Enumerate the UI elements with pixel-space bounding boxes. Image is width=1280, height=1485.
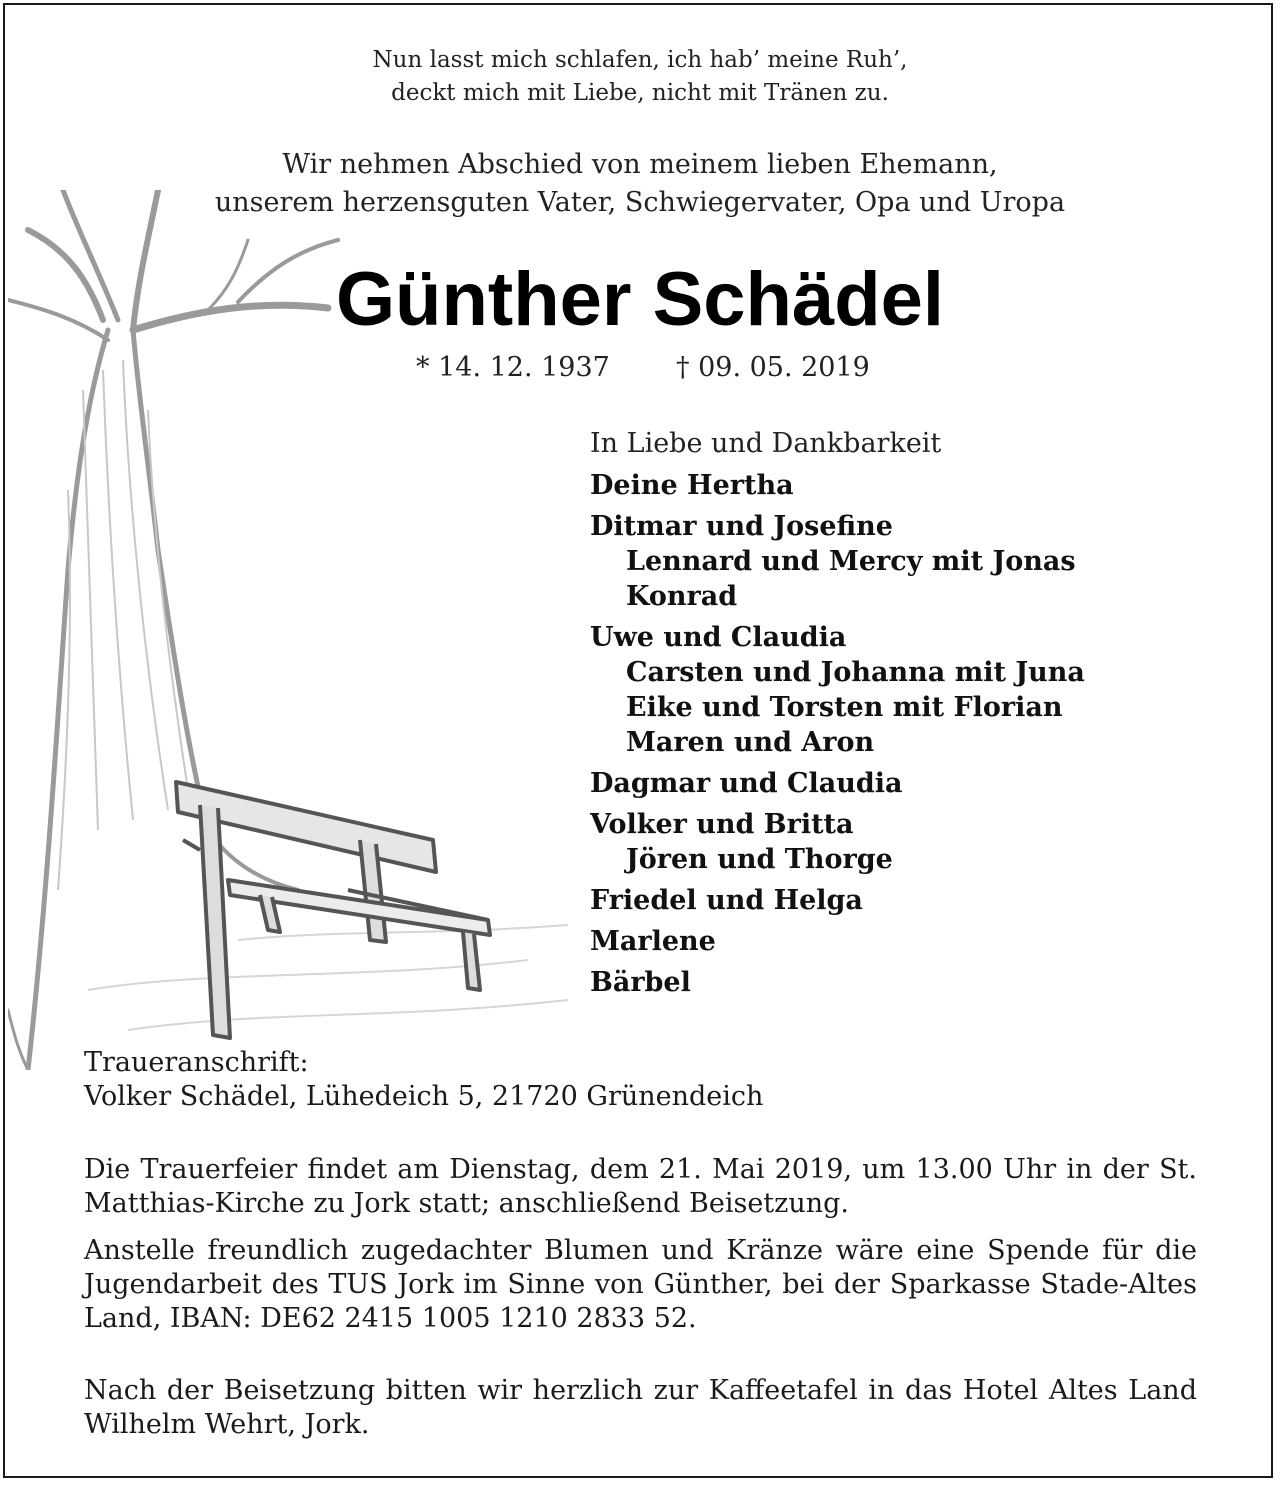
mourners-list <box>590 426 1230 1006</box>
mourner-name: Dagmar und Claudia <box>590 768 903 799</box>
birth-date: * 14. 12. 1937 <box>416 352 610 383</box>
death-date: † 09. 05. 2019 <box>676 352 870 383</box>
ceremony-text <box>84 1153 1197 1221</box>
mourner-name: Volker und Britta <box>590 809 854 840</box>
mourners-intro: In Liebe und Dankbarkeit <box>590 428 942 459</box>
mourner-grandchild-name: Eike und Torsten mit Florian <box>626 692 1063 723</box>
mourner-name: Uwe und Claudia <box>590 622 847 653</box>
farewell-intro <box>0 146 1280 222</box>
reception-paragraph: Nach der Beisetzung bitten wir herzlich zur Kaffeetafel in das Hotel Altes Land Wilhelm Wehrt, Jork. <box>84 1375 1197 1440</box>
ceremony-paragraph: Die Trauerfeier findet am Dienstag, dem 21. Mai 2019, um 13.00 Uhr in der St. Matthias-Kirche zu Jork statt; anschließend Beisetzung. <box>84 1154 1197 1219</box>
reception-text <box>84 1374 1197 1442</box>
mourner-group <box>590 807 1230 877</box>
verse-line: Nun lasst mich schlafen, ich hab’ meine Ruh’, <box>372 47 908 73</box>
mourner-group <box>590 883 1230 918</box>
mourner-group <box>590 924 1230 959</box>
mourner-name: Ditmar und Josefine <box>590 511 893 542</box>
mourner-grandchild-name: Konrad <box>626 581 738 612</box>
mourner-grandchild-name: Jören und Thorge <box>626 844 893 875</box>
mourner-name: Bärbel <box>590 967 691 998</box>
mourner-group <box>590 620 1230 760</box>
mourner-name: Deine Hertha <box>590 470 794 501</box>
address-value: Volker Schädel, Lühedeich 5, 21720 Grünendeich <box>84 1081 764 1112</box>
mourner-grandchild-name: Lennard und Mercy mit Jonas <box>626 546 1076 577</box>
address-label: Traueranschrift: <box>84 1047 309 1078</box>
mourner-grandchild-name: Maren und Aron <box>626 727 875 758</box>
mourner-grandchild-name: Carsten und Johanna mit Juna <box>626 657 1085 688</box>
intro-line: unserem herzensguten Vater, Schwiegervater, Opa und Uropa <box>214 187 1066 218</box>
donation-paragraph: Anstelle freundlich zugedachter Blumen und Kränze wäre eine Spende für die Jugendarbeit des TUS Jork im Sinne von Günther, bei der Sparkasse Stade-Altes Land, IBAN: DE62 2415 1005 1210 2833 52. <box>84 1235 1197 1334</box>
mourner-name: Friedel und Helga <box>590 885 863 916</box>
mourner-group <box>590 468 1230 503</box>
donation-text <box>84 1234 1197 1336</box>
deceased-name: Günther Schädel <box>335 257 945 342</box>
intro-line: Wir nehmen Abschied von meinem lieben Ehemann, <box>282 149 998 180</box>
verse-line: deckt mich mit Liebe, nicht mit Tränen zu. <box>391 80 889 106</box>
mourning-address <box>84 1046 1197 1114</box>
mourners-groups <box>590 468 1230 1000</box>
opening-verse <box>0 44 1280 110</box>
mourner-group <box>590 766 1230 801</box>
mourner-name: Marlene <box>590 926 716 957</box>
mourner-group <box>590 965 1230 1000</box>
mourner-group <box>590 509 1230 614</box>
